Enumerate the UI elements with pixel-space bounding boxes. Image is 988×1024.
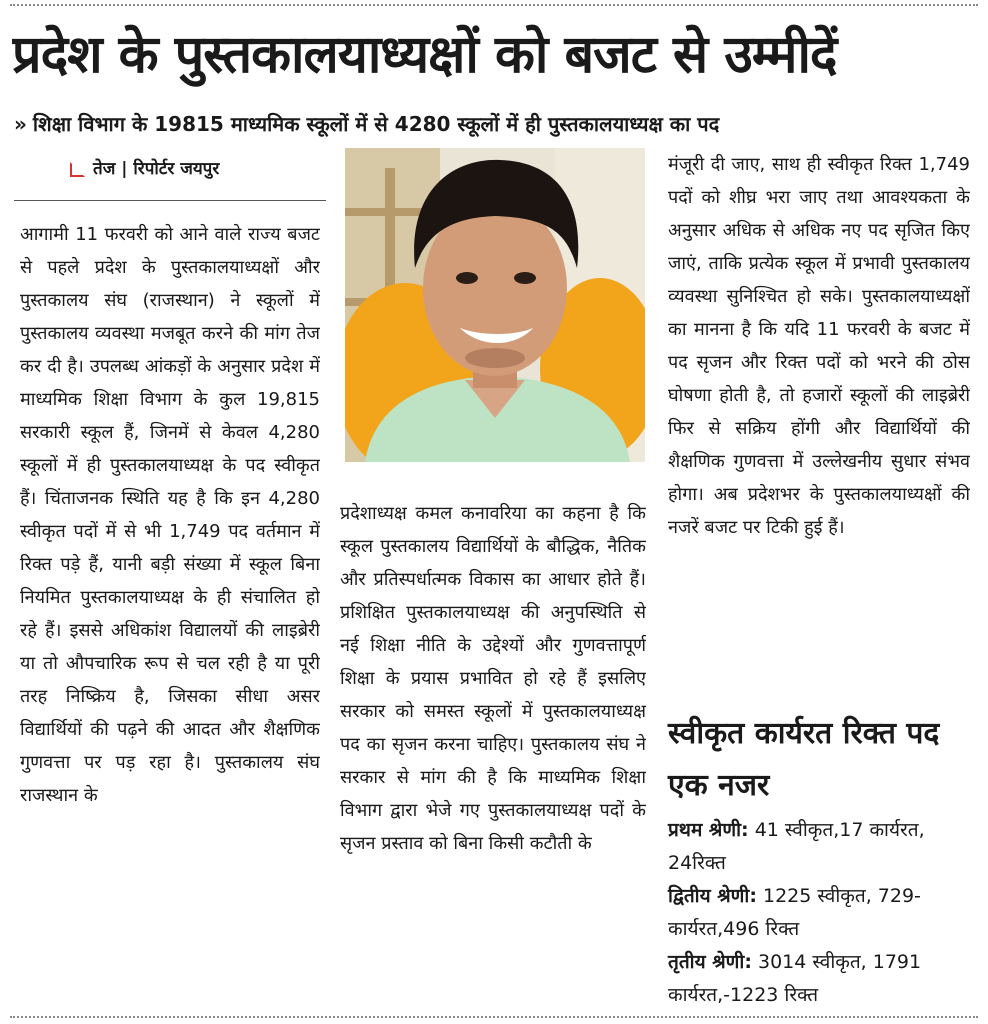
info-box-item-value: 1225 स्वीकृत, 729-कार्यरत,496 रिक्त <box>668 885 921 940</box>
reporter-photo <box>345 148 645 462</box>
info-box-item <box>668 946 974 1012</box>
article-column-3: मंजूरी दी जाए, साथ ही स्वीकृत रिक्त 1,749 पदों को शीघ्र भरा जाए तथा आवश्यकता के अनुसार अधिक से अधिक नए पद सृजित किए जाएं, ताकि प्रत्येक स्कूल में प्रभावी पुस्तकालय व्यवस्था सुनिश्चित हो सके। पुस्तकालयाध्यक्षों का मानना है कि यदि 11 फरवरी के बजट में पद सृजन और रिक्त पदों को भरने की ठोस घोषणा होती है, तो हजारों स्कूलों की लाइब्रेरी फिर से सक्रिय होंगी और विद्यार्थियों की शैक्षणिक गुणवत्ता में उल्लेखनीय सुधार संभव होगा। अब प्रदेशभर के पुस्तकालयाध्यक्षों की नजरें बजट पर टिकी हुई हैं। <box>668 154 970 538</box>
info-box-item-value: 3014 स्वीकृत, 1791 कार्यरत,-1223 रिक्त <box>668 951 922 1006</box>
subhead-text: शिक्षा विभाग के 19815 माध्यमिक स्कूलों में से 4280 स्कूलों में ही पुस्तकालयाध्यक्ष का पद <box>32 112 720 136</box>
byline-corner-icon <box>70 162 85 177</box>
column-divider <box>14 200 326 201</box>
info-box-item <box>668 814 974 880</box>
article-column-1: आगामी 11 फरवरी को आने वाले राज्य बजट से पहले प्रदेश के पुस्तकालयाध्यक्षों और पुस्तकालय संघ (राजस्थान) ने स्कूलों में पुस्तकालय व्यवस्था मजबूत करने की मांग तेज कर दी है। उपलब्ध आंकड़ों के अनुसार प्रदेश में माध्यमिक शिक्षा विभाग के कुल 19,815 सरकारी स्कूल हैं, जिनमें से केवल 4,280 स्कूलों में ही पुस्तकालयाध्यक्ष के पद स्वीकृत हैं। चिंताजनक स्थिति यह है कि इन 4,280 स्वीकृत पदों में से भी 1,749 पद वर्तमान में रिक्त पड़े हैं, यानी बड़ी संख्या में स्कूल बिना नियमित पुस्तकालयाध्यक्ष के ही संचालित हो रहे हैं। इससे अधिकांश विद्यालयों की लाइब्रेरी या तो औपचारिक रूप से चल रही है या पूरी तरह निष्क्रिय है, जिसका सीधा असर विद्यार्थियों की पढ़ने की आदत और शैक्षणिक गुणवत्ता पर पड़ रहा है। पुस्तकालय संघ राजस्थान के <box>20 224 320 806</box>
byline <box>70 155 219 183</box>
info-box-item-value: 41 स्वीकृत,17 कार्यरत, 24रिक्त <box>668 819 925 874</box>
info-box-item <box>668 880 974 946</box>
info-box-item-label: तृतीय श्रेणी: <box>668 951 752 973</box>
article-column-2: प्रदेशाध्यक्ष कमल कनावरिया का कहना है कि स्कूल पुस्तकालय विद्यार्थियों के बौद्धिक, नैतिक और प्रतिस्पर्धात्मक विकास का आधार होते हैं। प्रशिक्षित पुस्तकालयाध्यक्ष की अनुपस्थिति से नई शिक्षा नीति के उद्देश्यों और गुणवत्तापूर्ण शिक्षा के प्रयास प्रभावित हो रहे हैं इसलिए सरकार को समस्त स्कूलों में पुस्तकालयाध्यक्ष पद का सृजन करना चाहिए। पुस्तकालय संघ ने सरकार से मांग की है कि माध्यमिक शिक्षा विभाग द्वारा भेजे गए पुस्तकालयाध्यक्ष पदों के सृजन प्रस्ताव को बिना किसी कटौती के <box>340 503 646 854</box>
info-box-item-label: द्वितीय श्रेणी: <box>668 885 757 907</box>
bottom-dotted-rule <box>10 1016 978 1018</box>
info-box-title: स्वीकृत कार्यरत रिक्त पद एक नजर <box>668 716 940 803</box>
info-box-item-label: प्रथम श्रेणी: <box>668 819 749 841</box>
top-dotted-rule <box>10 4 978 6</box>
person-portrait-icon <box>345 148 645 462</box>
byline-text: तेज | रिपोर्टर जयपुर <box>93 159 220 179</box>
headline: प्रदेश के पुस्तकालयाध्यक्षों को बजट से उम्मीदें <box>12 25 837 85</box>
subheadline <box>14 108 978 140</box>
subhead-arrow-icon: » <box>14 112 27 136</box>
